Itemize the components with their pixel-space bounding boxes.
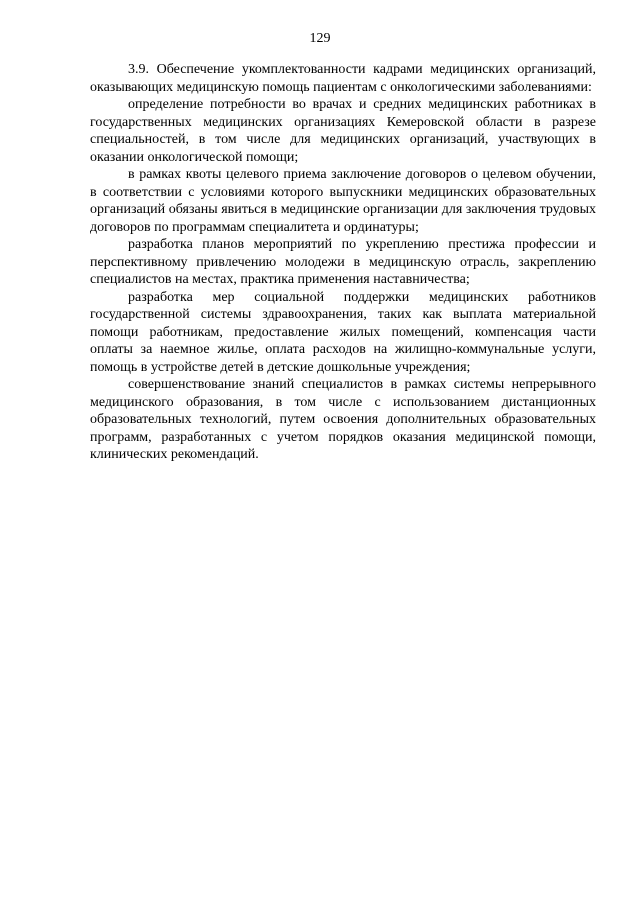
document-body <box>90 61 596 464</box>
list-item-paragraph: разработка планов мероприятий по укреплению престижа профессии и перспективному привлечению молодежи в медицинскую отрасль, закреплению специалистов на местах, практика применения наставничества; <box>90 237 596 287</box>
page-number: 129 <box>309 31 331 46</box>
list-item-paragraph: в рамках квоты целевого приема заключение договоров о целевом обучении, в соответствии с условиями которого выпускники медицинских образовательных организаций обязаны явиться в медицинские организации для заключения трудовых договоров по программам специалитета и ординатуры; <box>90 167 596 235</box>
section-heading-paragraph: 3.9. Обеспечение укомплектованности кадрами медицинских организаций, оказывающих медицинскую помощь пациентам с онкологическими заболеваниями: <box>90 62 596 95</box>
list-item-paragraph: совершенствование знаний специалистов в рамках системы непрерывного медицинского образования, в том числе с использованием дистанционных образовательных технологий, путем освоения дополнительных образовательных программ, разработанных с учетом порядков оказания медицинской помощи, клинических рекомендаций. <box>90 377 596 462</box>
list-item-paragraph: разработка мер социальной поддержки медицинских работников государственной системы здравоохранения, таких как выплата материальной помощи работникам, предоставление жилых помещений, компенсация части оплаты за наемное жилье, оплата расходов на жилищно-коммунальные услуги, помощь в устройстве детей в детские дошкольные учреждения; <box>90 289 596 375</box>
list-item-paragraph: определение потребности во врачах и средних медицинских работниках в государственных медицинских организациях Кемеровской области в разрезе специальностей, в том числе для медицинских организаций, участвующих в оказании онкологической помощи; <box>90 97 596 165</box>
